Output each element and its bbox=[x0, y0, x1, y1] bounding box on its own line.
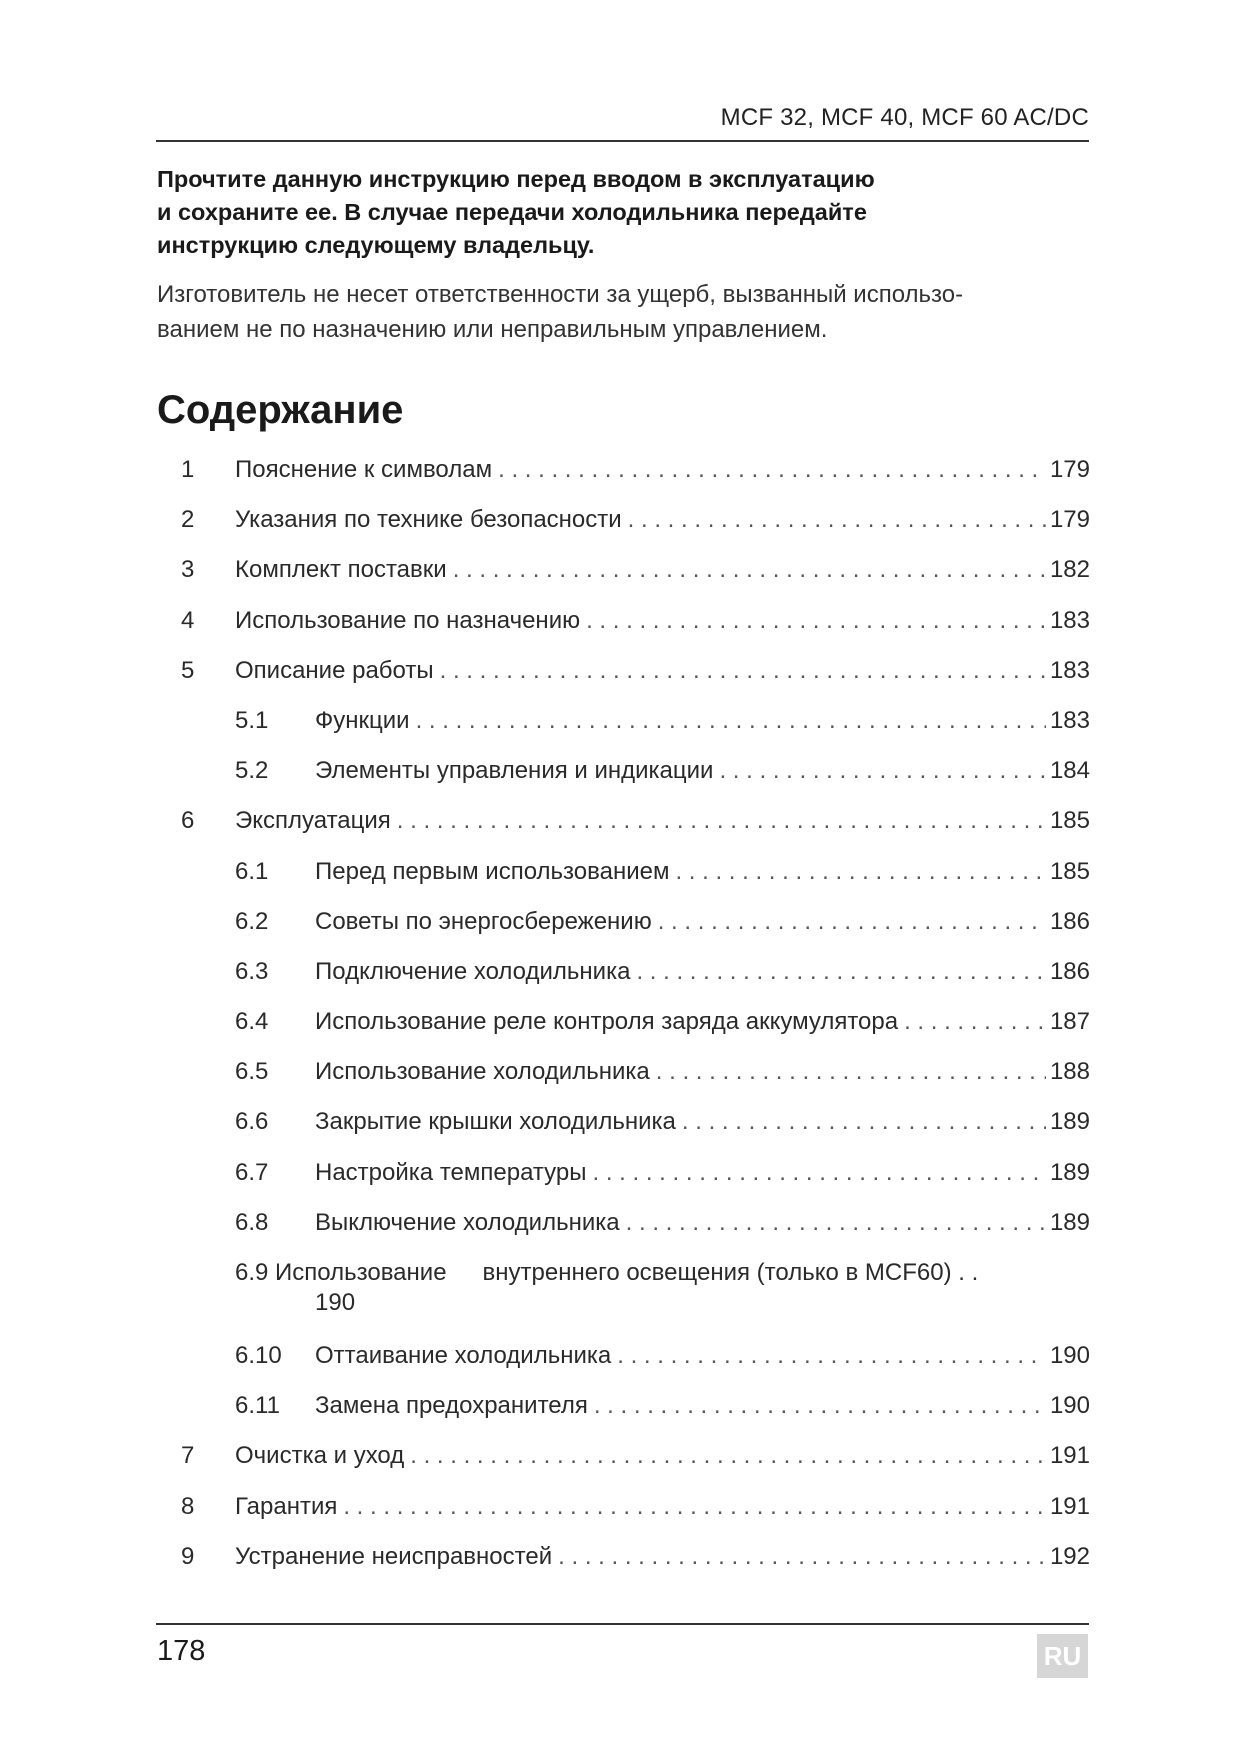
toc-dot-leader bbox=[593, 1158, 1046, 1188]
toc-entry[interactable] bbox=[157, 1391, 1090, 1441]
document-header-title: MCF 32, MCF 40, MCF 60 AC/DC bbox=[720, 104, 1089, 131]
toc-entry-title: Описание работы bbox=[235, 656, 434, 684]
footer-divider bbox=[156, 1623, 1089, 1625]
toc-entry-title-part: Использование bbox=[275, 1259, 447, 1286]
toc-entry-title: Замена предохранителя bbox=[315, 1392, 588, 1420]
toc-entry-number: 5.1 bbox=[235, 706, 269, 734]
toc-dot-leader bbox=[343, 1492, 1046, 1522]
toc-entry-number: 8 bbox=[181, 1492, 195, 1520]
header-divider bbox=[156, 140, 1089, 142]
toc-entry[interactable] bbox=[157, 1258, 1090, 1341]
toc-entry[interactable] bbox=[157, 455, 1090, 505]
toc-entry-page: 183 bbox=[1049, 656, 1090, 684]
toc-entry[interactable] bbox=[157, 1107, 1090, 1157]
toc-dot-leader bbox=[636, 957, 1046, 987]
toc-entry-line bbox=[235, 606, 1090, 636]
toc-entry[interactable] bbox=[157, 756, 1090, 806]
toc-entry-number: 9 bbox=[181, 1542, 195, 1570]
toc-entry-page: 185 bbox=[1049, 857, 1090, 885]
toc-entry-title: Функции bbox=[315, 706, 410, 734]
toc-entry-title: Элементы управления и индикации bbox=[315, 757, 714, 785]
toc-dot-leader bbox=[626, 1208, 1046, 1238]
toc-dot-leader bbox=[719, 756, 1045, 786]
toc-entry-page: 192 bbox=[1049, 1542, 1090, 1570]
toc-entry-page: 188 bbox=[1049, 1058, 1090, 1086]
toc-entry-page: 182 bbox=[1049, 556, 1090, 584]
toc-entry-page: 191 bbox=[1049, 1492, 1090, 1520]
toc-entry-title bbox=[235, 1258, 1090, 1288]
toc-entry[interactable] bbox=[157, 1007, 1090, 1057]
toc-entry-line bbox=[235, 505, 1090, 535]
toc-entry-line bbox=[235, 656, 1090, 686]
page-number: 178 bbox=[157, 1635, 206, 1667]
toc-entry-line bbox=[315, 1107, 1090, 1137]
toc-entry-line bbox=[235, 455, 1090, 485]
toc-entry-number: 6.2 bbox=[235, 907, 269, 935]
toc-entry-page: 190 bbox=[1049, 1342, 1090, 1369]
intro-bold-notice bbox=[157, 163, 1097, 262]
toc-entry-number: 6 bbox=[181, 807, 195, 835]
toc-entry-title: Выключение холодильника bbox=[315, 1208, 620, 1236]
toc-entry-page: 186 bbox=[1049, 907, 1090, 935]
toc-entry-page: 183 bbox=[1049, 706, 1090, 734]
toc-entry[interactable] bbox=[157, 1057, 1090, 1107]
toc-entry[interactable] bbox=[157, 606, 1090, 656]
toc-entry-number: 5.2 bbox=[235, 757, 269, 785]
toc-entry[interactable] bbox=[157, 706, 1090, 756]
intro-disclaimer bbox=[157, 277, 1097, 347]
toc-dot-leader bbox=[617, 1341, 1046, 1371]
toc-entry-number: 6.9 bbox=[235, 1259, 269, 1286]
toc-entry-number: 2 bbox=[181, 506, 195, 534]
toc-entry-number: 1 bbox=[181, 456, 195, 483]
toc-entry-title: Эксплуатация bbox=[235, 807, 391, 835]
toc-dot-leader bbox=[586, 606, 1046, 636]
toc-entry-page: 187 bbox=[1049, 1008, 1090, 1036]
toc-dot-leader bbox=[682, 1107, 1046, 1137]
toc-entry-line bbox=[235, 555, 1090, 585]
toc-entry-title-part: внутреннего освещения (только в MCF60) . . bbox=[482, 1259, 979, 1286]
toc-entry[interactable] bbox=[157, 656, 1090, 706]
toc-entry-page: 189 bbox=[1049, 1158, 1090, 1186]
toc-entry-line bbox=[235, 1542, 1090, 1572]
toc-entry[interactable] bbox=[157, 1341, 1090, 1391]
toc-entry-number: 6.1 bbox=[235, 857, 269, 885]
toc-entry-number: 6.11 bbox=[235, 1392, 280, 1420]
toc-entry-line bbox=[315, 1007, 1090, 1037]
toc-entry-line bbox=[315, 957, 1090, 987]
toc-dot-leader bbox=[416, 706, 1046, 736]
toc-entry-page: 185 bbox=[1049, 807, 1090, 835]
toc-entry-title: Комплект поставки bbox=[235, 556, 447, 584]
toc-entry-page: 191 bbox=[1049, 1442, 1090, 1470]
toc-dot-leader bbox=[397, 806, 1046, 836]
toc-entry-line bbox=[315, 857, 1090, 887]
toc-entry-title: Оттаивание холодильника bbox=[315, 1342, 612, 1369]
toc-entry-title: Использование реле контроля заряда аккумулятора bbox=[315, 1008, 899, 1036]
toc-dot-leader bbox=[410, 1441, 1046, 1471]
toc-entry-number: 6.8 bbox=[235, 1208, 269, 1236]
intro-bold-line: и сохраните ее. В случае передачи холодильника передайте bbox=[157, 199, 867, 225]
toc-entry-page: 184 bbox=[1049, 757, 1090, 785]
toc-entry-line bbox=[315, 706, 1090, 736]
toc-dot-leader bbox=[628, 505, 1046, 535]
toc-entry-line bbox=[315, 1341, 1090, 1371]
toc-entry-line bbox=[315, 756, 1090, 786]
toc-entry-title: Устранение неисправностей bbox=[235, 1542, 553, 1570]
toc-dot-leader bbox=[498, 455, 1046, 485]
language-badge: RU bbox=[1037, 1634, 1088, 1678]
toc-dot-leader bbox=[594, 1391, 1046, 1421]
toc-entry-line bbox=[315, 1208, 1090, 1238]
toc-entry-number: 6.4 bbox=[235, 1008, 269, 1036]
toc-entry[interactable] bbox=[157, 957, 1090, 1007]
toc-entry-title: Закрытие крышки холодильника bbox=[315, 1108, 676, 1136]
toc-entry-title: Советы по энергосбережению bbox=[315, 907, 652, 935]
toc-entry-page: 183 bbox=[1049, 606, 1090, 634]
toc-entry[interactable] bbox=[157, 1542, 1090, 1592]
toc-entry-line bbox=[315, 1057, 1090, 1087]
toc-entry-title: Очистка и уход bbox=[235, 1442, 405, 1470]
toc-entry-line bbox=[315, 907, 1090, 937]
toc-entry-number: 5 bbox=[181, 656, 195, 684]
toc-dot-leader bbox=[440, 656, 1046, 686]
toc-entry[interactable] bbox=[157, 1492, 1090, 1542]
toc-entry-title: Гарантия bbox=[235, 1492, 338, 1520]
toc-entry-number: 6.3 bbox=[235, 957, 269, 985]
toc-entry-page: 190 bbox=[1049, 1392, 1090, 1420]
toc-entry[interactable] bbox=[157, 1158, 1090, 1208]
toc-entry-title: Подключение холодильника bbox=[315, 957, 631, 985]
toc-entry-text bbox=[235, 1258, 1090, 1318]
toc-entry-title: Использование по назначению bbox=[235, 606, 581, 634]
toc-entry[interactable] bbox=[157, 907, 1090, 957]
toc-entry-number: 7 bbox=[181, 1442, 195, 1470]
toc-entry-line bbox=[235, 806, 1090, 836]
toc-entry[interactable] bbox=[157, 806, 1090, 856]
toc-dot-leader bbox=[658, 907, 1046, 937]
toc-entry-title: Пояснение к символам bbox=[235, 456, 493, 483]
toc-entry-line bbox=[315, 1158, 1090, 1188]
toc-entry-number: 6.5 bbox=[235, 1058, 269, 1086]
toc-entry-page: 190 bbox=[315, 1289, 356, 1316]
table-of-contents bbox=[157, 455, 1090, 1592]
toc-entry[interactable] bbox=[157, 857, 1090, 907]
toc-entry-line bbox=[235, 1492, 1090, 1522]
toc-entry[interactable] bbox=[157, 1441, 1090, 1491]
toc-entry-title: Настройка температуры bbox=[315, 1158, 587, 1186]
toc-entry-page: 179 bbox=[1049, 506, 1090, 534]
toc-entry[interactable] bbox=[157, 555, 1090, 605]
toc-entry-title: Перед первым использованием bbox=[315, 857, 670, 885]
toc-entry-page: 186 bbox=[1049, 957, 1090, 985]
toc-entry[interactable] bbox=[157, 505, 1090, 555]
toc-entry-number: 6.7 bbox=[235, 1158, 269, 1186]
toc-entry-number: 6.10 bbox=[235, 1342, 282, 1369]
intro-disclaimer-line: Изготовитель не несет ответственности за ущерб, вызванный использо- bbox=[157, 281, 964, 308]
toc-entry-number: 6.6 bbox=[235, 1108, 269, 1136]
toc-entry[interactable] bbox=[157, 1208, 1090, 1258]
toc-entry-number: 4 bbox=[181, 606, 195, 634]
toc-dot-leader bbox=[675, 857, 1046, 887]
toc-entry-number: 3 bbox=[181, 556, 195, 584]
toc-entry-page: 189 bbox=[1049, 1108, 1090, 1136]
toc-entry-page: 179 bbox=[1049, 456, 1090, 483]
toc-heading: Содержание bbox=[157, 388, 404, 432]
intro-bold-line: инструкцию следующему владельцу. bbox=[157, 232, 595, 258]
intro-bold-line: Прочтите данную инструкцию перед вводом в эксплуатацию bbox=[157, 166, 875, 192]
toc-dot-leader bbox=[453, 555, 1046, 585]
toc-entry-line bbox=[315, 1391, 1090, 1421]
toc-dot-leader bbox=[904, 1007, 1046, 1037]
toc-entry-title: Использование холодильника bbox=[315, 1058, 650, 1086]
toc-dot-leader bbox=[558, 1542, 1046, 1572]
toc-dot-leader bbox=[656, 1057, 1046, 1087]
toc-entry-title: Указания по технике безопасности bbox=[235, 506, 622, 534]
toc-entry-line bbox=[235, 1441, 1090, 1471]
intro-disclaimer-line: ванием не по назначению или неправильным управлением. bbox=[157, 316, 828, 343]
toc-entry-page: 189 bbox=[1049, 1208, 1090, 1236]
